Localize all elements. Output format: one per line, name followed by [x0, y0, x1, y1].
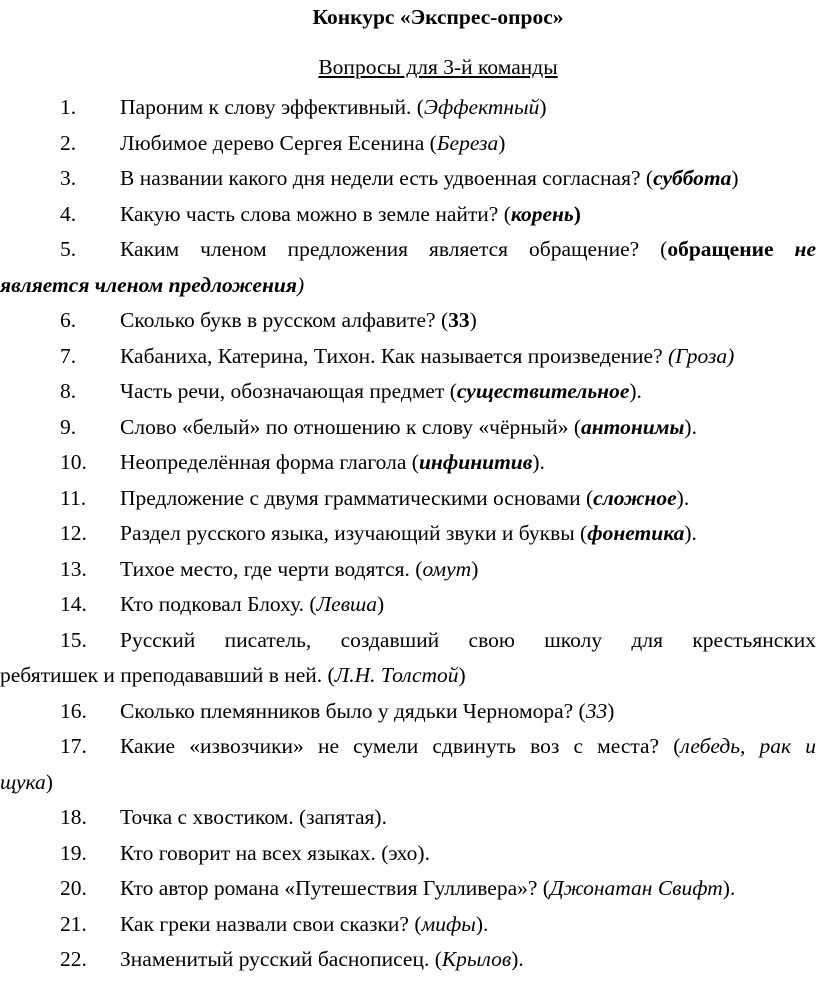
- answer: Крылов: [441, 947, 512, 971]
- question-number: 15.: [60, 627, 87, 652]
- question-text: Неопределённая форма глагола (инфинитив).: [120, 450, 545, 474]
- question-text: Русский писатель, создавший свою школу для крестьянских: [120, 627, 816, 652]
- question-item: [0, 910, 816, 946]
- question-item: [0, 377, 816, 413]
- question-text-continued: ребятишек и преподававший в ней. (Л.Н. Толстой): [0, 663, 466, 687]
- question-item: [0, 590, 816, 626]
- question-text: Часть речи, обозначающая предмет (существительное).: [120, 379, 642, 403]
- question-number: 14.: [60, 592, 87, 616]
- answer: антонимы: [580, 414, 685, 439]
- question-text: Какую часть слова можно в земле найти? (корень): [120, 201, 581, 226]
- question-item: [0, 164, 816, 200]
- answer: обращение: [667, 237, 774, 261]
- question-number: 3.: [60, 166, 77, 190]
- answer: лебедь, рак и: [680, 734, 816, 758]
- question-item: [0, 555, 816, 591]
- answer: суббота: [653, 166, 732, 190]
- question-number: 6.: [60, 308, 77, 332]
- answer: не: [794, 237, 816, 261]
- team-subtitle: Вопросы для 3-й команды: [318, 55, 558, 79]
- question-text: Пароним к слову эффективный. (Эффектный): [120, 95, 547, 119]
- question-text: Раздел русского языка, изучающий звуки и буквы (фонетика).: [120, 521, 697, 545]
- question-number: 2.: [60, 130, 77, 155]
- question-item: [0, 626, 816, 697]
- question-text: Какие «извозчики» не сумели сдвинуть воз с места? (лебедь, рак и: [120, 734, 816, 758]
- question-item: [0, 342, 816, 378]
- question-text: Тихое место, где черти водятся. (омут): [120, 556, 479, 581]
- question-item: [0, 839, 816, 875]
- question-text: В названии какого дня недели есть удвоенная согласная? (суббота): [120, 166, 739, 190]
- question-item: [0, 129, 816, 165]
- answer: мифы: [421, 911, 476, 936]
- question-number: 18.: [60, 805, 87, 829]
- answer: омут: [422, 556, 472, 581]
- question-item: [0, 697, 816, 733]
- answer: фонетика: [587, 521, 685, 545]
- question-number: 10.: [60, 450, 87, 474]
- question-number: 9.: [60, 414, 77, 439]
- question-item: [0, 448, 816, 484]
- answer: 33: [585, 698, 608, 723]
- question-number: 8.: [60, 379, 77, 403]
- answer: Эффектный: [423, 95, 540, 119]
- question-text: Кто автор романа «Путешествия Гулливера»? (Джонатан Свифт).: [120, 876, 736, 900]
- question-text: Сколько букв в русском алфавите? (33): [120, 308, 477, 332]
- question-text: Кто говорит на всех языках. (эхо).: [120, 840, 430, 865]
- question-text-continued: является членом предложения): [0, 272, 305, 297]
- answer: существительное: [456, 379, 630, 403]
- question-item: [0, 803, 816, 839]
- question-number: 20.: [60, 876, 87, 900]
- question-item: [0, 306, 816, 342]
- answer: Л.Н. Толстой: [334, 663, 459, 687]
- question-item: [0, 732, 816, 803]
- answer: инфинитив: [418, 450, 533, 474]
- answer: сложное: [593, 485, 677, 510]
- question-number: 5.: [60, 237, 77, 261]
- question-number: 22.: [60, 947, 87, 971]
- question-item: [0, 945, 816, 981]
- answer: щука: [0, 769, 46, 794]
- answer: Левша: [316, 592, 378, 616]
- question-text: Предложение с двумя грамматическими основами (сложное).: [120, 485, 690, 510]
- question-text: Каким членом предложения является обращение? (обращение не: [120, 237, 816, 261]
- question-text-continued: щука): [0, 769, 53, 794]
- question-item: [0, 93, 816, 129]
- question-text: Как греки назвали свои сказки? (мифы).: [120, 911, 489, 936]
- question-number: 21.: [60, 911, 87, 936]
- question-number: 17.: [60, 734, 87, 758]
- question-number: 19.: [60, 840, 87, 865]
- answer: (Гроза): [668, 343, 735, 368]
- question-number: 13.: [60, 556, 87, 581]
- question-number: 12.: [60, 521, 87, 545]
- answer: является членом предложения: [0, 272, 297, 297]
- answer: Джонатан Свифт: [549, 876, 723, 900]
- question-text: Кто подковал Блоху. (Левша): [120, 592, 385, 616]
- question-item: [0, 235, 816, 306]
- answer: корень: [510, 201, 574, 226]
- question-number: 4.: [60, 201, 77, 226]
- question-number: 16.: [60, 698, 87, 723]
- answer: Береза: [436, 130, 499, 155]
- questions-list: [0, 93, 816, 981]
- question-text: Кабаниха, Катерина, Тихон. Как называется произведение? (Гроза): [120, 343, 735, 368]
- question-text: Сколько племянников было у дядьки Черномора? (33): [120, 698, 615, 723]
- question-text: Точка с хвостиком. (запятая).: [120, 805, 387, 829]
- question-number: 11.: [60, 485, 87, 510]
- question-text: Слово «белый» по отношению к слову «чёрный» (антонимы).: [120, 414, 697, 439]
- question-number: 1.: [60, 95, 77, 119]
- contest-title: Конкурс «Экспрес-опрос»: [312, 5, 564, 29]
- question-item: [0, 874, 816, 910]
- question-text: Знаменитый русский баснописец. (Крылов).: [120, 947, 524, 971]
- question-item: [0, 484, 816, 520]
- question-item: [0, 413, 816, 449]
- question-number: 7.: [60, 343, 77, 368]
- question-text: Любимое дерево Сергея Есенина (Береза): [120, 130, 506, 155]
- answer: 33: [448, 308, 470, 332]
- question-item: [0, 519, 816, 555]
- question-item: [0, 200, 816, 236]
